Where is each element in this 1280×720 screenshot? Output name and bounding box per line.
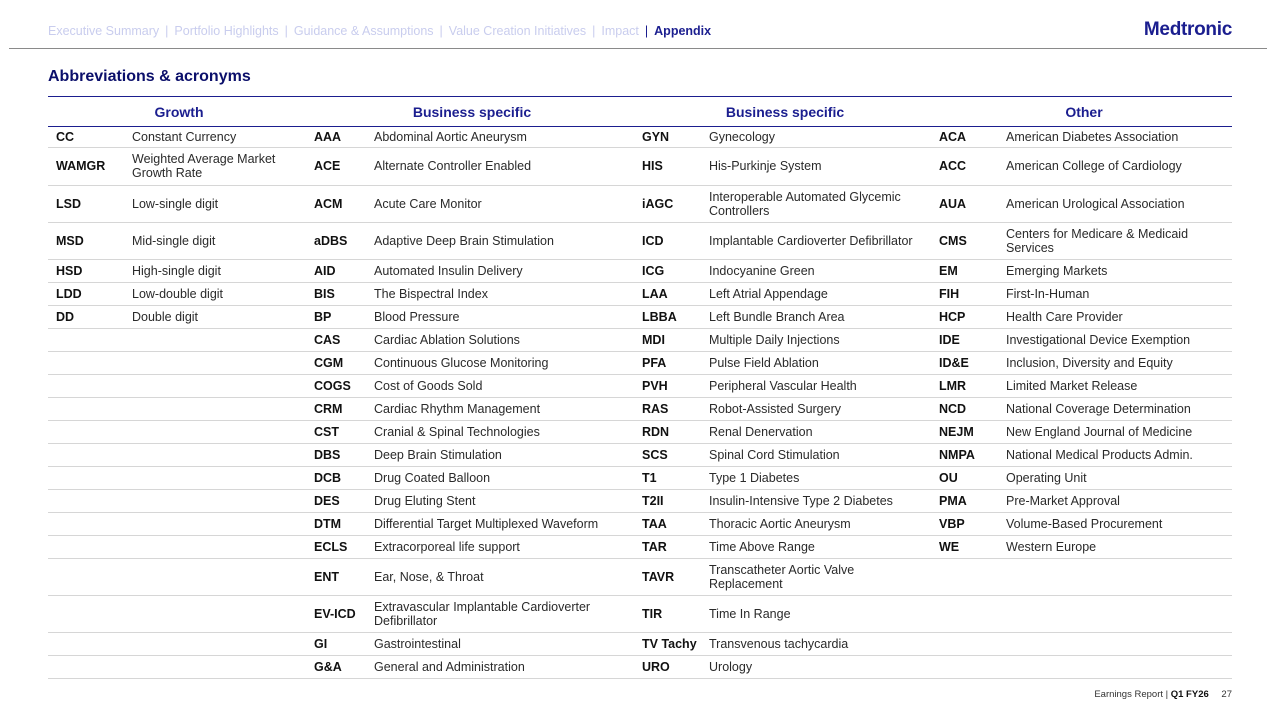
definition bbox=[130, 558, 310, 595]
definition: Volume-Based Procurement bbox=[1004, 512, 1232, 535]
definition: Pulse Field Ablation bbox=[707, 351, 931, 374]
nav-separator: | bbox=[644, 24, 649, 38]
definition: Extravascular Implantable Cardioverter Defibrillator bbox=[372, 595, 634, 632]
abbreviation bbox=[48, 512, 130, 535]
definition bbox=[1004, 655, 1232, 678]
abbreviation: HCP bbox=[931, 305, 1004, 328]
abbreviation: DD bbox=[48, 305, 130, 328]
abbreviation: NCD bbox=[931, 397, 1004, 420]
definition: Low-double digit bbox=[130, 282, 310, 305]
table-row bbox=[48, 466, 1232, 489]
abbreviation: URO bbox=[634, 655, 707, 678]
abbreviation: HSD bbox=[48, 259, 130, 282]
definition: Ear, Nose, & Throat bbox=[372, 558, 634, 595]
definition: Double digit bbox=[130, 305, 310, 328]
definition: Time Above Range bbox=[707, 535, 931, 558]
table-row bbox=[48, 328, 1232, 351]
abbreviation: SCS bbox=[634, 443, 707, 466]
abbreviation: iAGC bbox=[634, 185, 707, 222]
abbreviation: AAA bbox=[310, 127, 372, 147]
abbreviation bbox=[931, 595, 1004, 632]
definition: General and Administration bbox=[372, 655, 634, 678]
abbreviation: MSD bbox=[48, 222, 130, 259]
definition: His-Purkinje System bbox=[707, 147, 931, 185]
definition: Limited Market Release bbox=[1004, 374, 1232, 397]
definition: Renal Denervation bbox=[707, 420, 931, 443]
abbreviation: IDE bbox=[931, 328, 1004, 351]
abbreviation: LAA bbox=[634, 282, 707, 305]
abbreviation bbox=[48, 632, 130, 655]
table-row bbox=[48, 632, 1232, 655]
abbreviation: NMPA bbox=[931, 443, 1004, 466]
abbreviation: ACE bbox=[310, 147, 372, 185]
nav-appendix[interactable]: Appendix bbox=[654, 24, 712, 38]
abbreviation: ICD bbox=[634, 222, 707, 259]
abbreviation: ENT bbox=[310, 558, 372, 595]
abbreviation: PVH bbox=[634, 374, 707, 397]
definition: Alternate Controller Enabled bbox=[372, 147, 634, 185]
column-header-other: Other bbox=[1065, 104, 1103, 120]
definition: Emerging Markets bbox=[1004, 259, 1232, 282]
definition: Differential Target Multiplexed Waveform bbox=[372, 512, 634, 535]
nav-separator: | bbox=[165, 24, 169, 38]
definition bbox=[130, 420, 310, 443]
abbreviation: AUA bbox=[931, 185, 1004, 222]
definition: The Bispectral Index bbox=[372, 282, 634, 305]
abbreviation: ACC bbox=[931, 147, 1004, 185]
page-number: 27 bbox=[1221, 689, 1232, 700]
abbreviation: OU bbox=[931, 466, 1004, 489]
definition: Cardiac Rhythm Management bbox=[372, 397, 634, 420]
column-header-growth: Growth bbox=[154, 104, 204, 120]
abbreviation: NEJM bbox=[931, 420, 1004, 443]
abbreviation: DTM bbox=[310, 512, 372, 535]
abbreviation: CST bbox=[310, 420, 372, 443]
definition bbox=[130, 655, 310, 678]
abbreviation: TAR bbox=[634, 535, 707, 558]
definition: Gynecology bbox=[707, 127, 931, 147]
table-row bbox=[48, 185, 1232, 222]
table-row bbox=[48, 259, 1232, 282]
header-divider bbox=[9, 48, 1267, 49]
abbreviation: CAS bbox=[310, 328, 372, 351]
definition: Mid-single digit bbox=[130, 222, 310, 259]
nav-separator: | bbox=[284, 24, 288, 38]
nav-impact[interactable]: Impact bbox=[601, 24, 639, 38]
definition: First-In-Human bbox=[1004, 282, 1232, 305]
definition: Constant Currency bbox=[130, 127, 310, 147]
definition: National Coverage Determination bbox=[1004, 397, 1232, 420]
abbreviation: T2II bbox=[634, 489, 707, 512]
definition: Continuous Glucose Monitoring bbox=[372, 351, 634, 374]
table-row bbox=[48, 489, 1232, 512]
definition bbox=[130, 489, 310, 512]
abbreviation: ICG bbox=[634, 259, 707, 282]
definition: Health Care Provider bbox=[1004, 305, 1232, 328]
definition: Western Europe bbox=[1004, 535, 1232, 558]
abbreviation: PFA bbox=[634, 351, 707, 374]
definition: Centers for Medicare & Medicaid Services bbox=[1004, 222, 1232, 259]
definition: Adaptive Deep Brain Stimulation bbox=[372, 222, 634, 259]
definition: National Medical Products Admin. bbox=[1004, 443, 1232, 466]
definition: Blood Pressure bbox=[372, 305, 634, 328]
definition bbox=[1004, 595, 1232, 632]
footer-label: Earnings Report bbox=[1094, 689, 1163, 700]
definition: Drug Coated Balloon bbox=[372, 466, 634, 489]
abbreviation: WE bbox=[931, 535, 1004, 558]
abbreviation: ACM bbox=[310, 185, 372, 222]
footer-separator: | bbox=[1165, 689, 1169, 700]
abbreviation: DBS bbox=[310, 443, 372, 466]
definition bbox=[130, 512, 310, 535]
table-row bbox=[48, 595, 1232, 632]
definition: Drug Eluting Stent bbox=[372, 489, 634, 512]
abbreviation: GYN bbox=[634, 127, 707, 147]
nav-value-creation[interactable]: Value Creation Initiatives bbox=[448, 24, 587, 38]
definition bbox=[130, 535, 310, 558]
definition: Investigational Device Exemption bbox=[1004, 328, 1232, 351]
table-row bbox=[48, 655, 1232, 678]
brand-logo: Medtronic bbox=[1143, 19, 1232, 40]
page-title: Abbreviations & acronyms bbox=[48, 68, 251, 85]
abbreviation: LDD bbox=[48, 282, 130, 305]
section-nav bbox=[48, 24, 711, 38]
definition: Insulin-Intensive Type 2 Diabetes bbox=[707, 489, 931, 512]
definition: Pre-Market Approval bbox=[1004, 489, 1232, 512]
table-row bbox=[48, 512, 1232, 535]
definition: Low-single digit bbox=[130, 185, 310, 222]
definition bbox=[1004, 558, 1232, 595]
definition: Multiple Daily Injections bbox=[707, 328, 931, 351]
title-divider bbox=[48, 96, 1232, 97]
definition bbox=[130, 328, 310, 351]
column-header-business-specific-1: Business specific bbox=[412, 104, 532, 120]
abbreviation bbox=[48, 466, 130, 489]
column-header-business-specific-2: Business specific bbox=[725, 104, 845, 120]
definition bbox=[1004, 632, 1232, 655]
abbreviation: EM bbox=[931, 259, 1004, 282]
definition: Cardiac Ablation Solutions bbox=[372, 328, 634, 351]
table-row bbox=[48, 147, 1232, 185]
abbreviation: LBBA bbox=[634, 305, 707, 328]
definition: Peripheral Vascular Health bbox=[707, 374, 931, 397]
definition: Extracorporeal life support bbox=[372, 535, 634, 558]
abbreviation: MDI bbox=[634, 328, 707, 351]
definition: Type 1 Diabetes bbox=[707, 466, 931, 489]
table-row bbox=[48, 558, 1232, 595]
table-row bbox=[48, 282, 1232, 305]
definition: American College of Cardiology bbox=[1004, 147, 1232, 185]
abbreviation: LSD bbox=[48, 185, 130, 222]
definition: Abdominal Aortic Aneurysm bbox=[372, 127, 634, 147]
abbreviation bbox=[931, 655, 1004, 678]
abbreviation: FIH bbox=[931, 282, 1004, 305]
table-row bbox=[48, 397, 1232, 420]
abbreviation: GI bbox=[310, 632, 372, 655]
abbreviation bbox=[931, 632, 1004, 655]
abbreviation bbox=[48, 397, 130, 420]
definition: Cranial & Spinal Technologies bbox=[372, 420, 634, 443]
definition bbox=[130, 466, 310, 489]
abbreviation bbox=[931, 558, 1004, 595]
definition bbox=[130, 595, 310, 632]
abbreviation: COGS bbox=[310, 374, 372, 397]
nav-portfolio-highlights[interactable]: Portfolio Highlights bbox=[174, 24, 279, 38]
definition: Operating Unit bbox=[1004, 466, 1232, 489]
definition bbox=[130, 632, 310, 655]
abbreviation: VBP bbox=[931, 512, 1004, 535]
table-row bbox=[48, 420, 1232, 443]
definition: Left Bundle Branch Area bbox=[707, 305, 931, 328]
abbreviation: aDBS bbox=[310, 222, 372, 259]
page-footer bbox=[1094, 689, 1232, 700]
abbreviation bbox=[48, 420, 130, 443]
abbreviation bbox=[48, 443, 130, 466]
abbreviation: CMS bbox=[931, 222, 1004, 259]
table-row bbox=[48, 535, 1232, 558]
abbreviation bbox=[48, 351, 130, 374]
definition bbox=[130, 374, 310, 397]
definition: Left Atrial Appendage bbox=[707, 282, 931, 305]
definition: Interoperable Automated Glycemic Controllers bbox=[707, 185, 931, 222]
abbreviation bbox=[48, 595, 130, 632]
definition: Implantable Cardioverter Defibrillator bbox=[707, 222, 931, 259]
abbreviation: TIR bbox=[634, 595, 707, 632]
definition: Cost of Goods Sold bbox=[372, 374, 634, 397]
abbreviation: TAA bbox=[634, 512, 707, 535]
abbreviation bbox=[48, 489, 130, 512]
table-row bbox=[48, 351, 1232, 374]
definition: Indocyanine Green bbox=[707, 259, 931, 282]
abbreviation: ACA bbox=[931, 127, 1004, 147]
abbreviation: RAS bbox=[634, 397, 707, 420]
definition: Acute Care Monitor bbox=[372, 185, 634, 222]
definition: Automated Insulin Delivery bbox=[372, 259, 634, 282]
abbreviation bbox=[48, 374, 130, 397]
table-row bbox=[48, 127, 1232, 147]
nav-separator: | bbox=[439, 24, 443, 38]
definition: New England Journal of Medicine bbox=[1004, 420, 1232, 443]
abbreviation bbox=[48, 535, 130, 558]
abbreviation: ECLS bbox=[310, 535, 372, 558]
abbreviation: BP bbox=[310, 305, 372, 328]
abbreviation bbox=[48, 558, 130, 595]
abbreviation: ID&E bbox=[931, 351, 1004, 374]
definition: Robot-Assisted Surgery bbox=[707, 397, 931, 420]
abbreviation: CC bbox=[48, 127, 130, 147]
definition: Transcatheter Aortic Valve Replacement bbox=[707, 558, 931, 595]
definition bbox=[130, 443, 310, 466]
definition: Weighted Average Market Growth Rate bbox=[130, 147, 310, 185]
abbreviation: CRM bbox=[310, 397, 372, 420]
table-row bbox=[48, 374, 1232, 397]
footer-period: Q1 FY26 bbox=[1170, 689, 1209, 700]
abbreviation: TAVR bbox=[634, 558, 707, 595]
abbreviation: PMA bbox=[931, 489, 1004, 512]
definition: Deep Brain Stimulation bbox=[372, 443, 634, 466]
abbreviation: DES bbox=[310, 489, 372, 512]
abbreviation: BIS bbox=[310, 282, 372, 305]
table-row bbox=[48, 305, 1232, 328]
abbreviation bbox=[48, 328, 130, 351]
abbreviations-table bbox=[48, 127, 1232, 679]
nav-separator: | bbox=[592, 24, 596, 38]
definition: Transvenous tachycardia bbox=[707, 632, 931, 655]
abbreviation: RDN bbox=[634, 420, 707, 443]
abbreviation: WAMGR bbox=[48, 147, 130, 185]
definition: American Urological Association bbox=[1004, 185, 1232, 222]
definition: Urology bbox=[707, 655, 931, 678]
abbreviation bbox=[48, 655, 130, 678]
definition: High-single digit bbox=[130, 259, 310, 282]
definition bbox=[130, 397, 310, 420]
definition: American Diabetes Association bbox=[1004, 127, 1232, 147]
nav-executive-summary[interactable]: Executive Summary bbox=[48, 24, 160, 38]
abbreviation: G&A bbox=[310, 655, 372, 678]
definition bbox=[130, 351, 310, 374]
abbreviation: CGM bbox=[310, 351, 372, 374]
definition: Time In Range bbox=[707, 595, 931, 632]
abbreviation: LMR bbox=[931, 374, 1004, 397]
definition: Inclusion, Diversity and Equity bbox=[1004, 351, 1232, 374]
nav-guidance-assumptions[interactable]: Guidance & Assumptions bbox=[293, 24, 434, 38]
abbreviation: EV-ICD bbox=[310, 595, 372, 632]
abbreviation: TV Tachy bbox=[634, 632, 707, 655]
table-row bbox=[48, 443, 1232, 466]
definition: Thoracic Aortic Aneurysm bbox=[707, 512, 931, 535]
table-row bbox=[48, 222, 1232, 259]
definition: Spinal Cord Stimulation bbox=[707, 443, 931, 466]
abbreviation: T1 bbox=[634, 466, 707, 489]
abbreviation: DCB bbox=[310, 466, 372, 489]
abbreviation: AID bbox=[310, 259, 372, 282]
abbreviation: HIS bbox=[634, 147, 707, 185]
definition: Gastrointestinal bbox=[372, 632, 634, 655]
